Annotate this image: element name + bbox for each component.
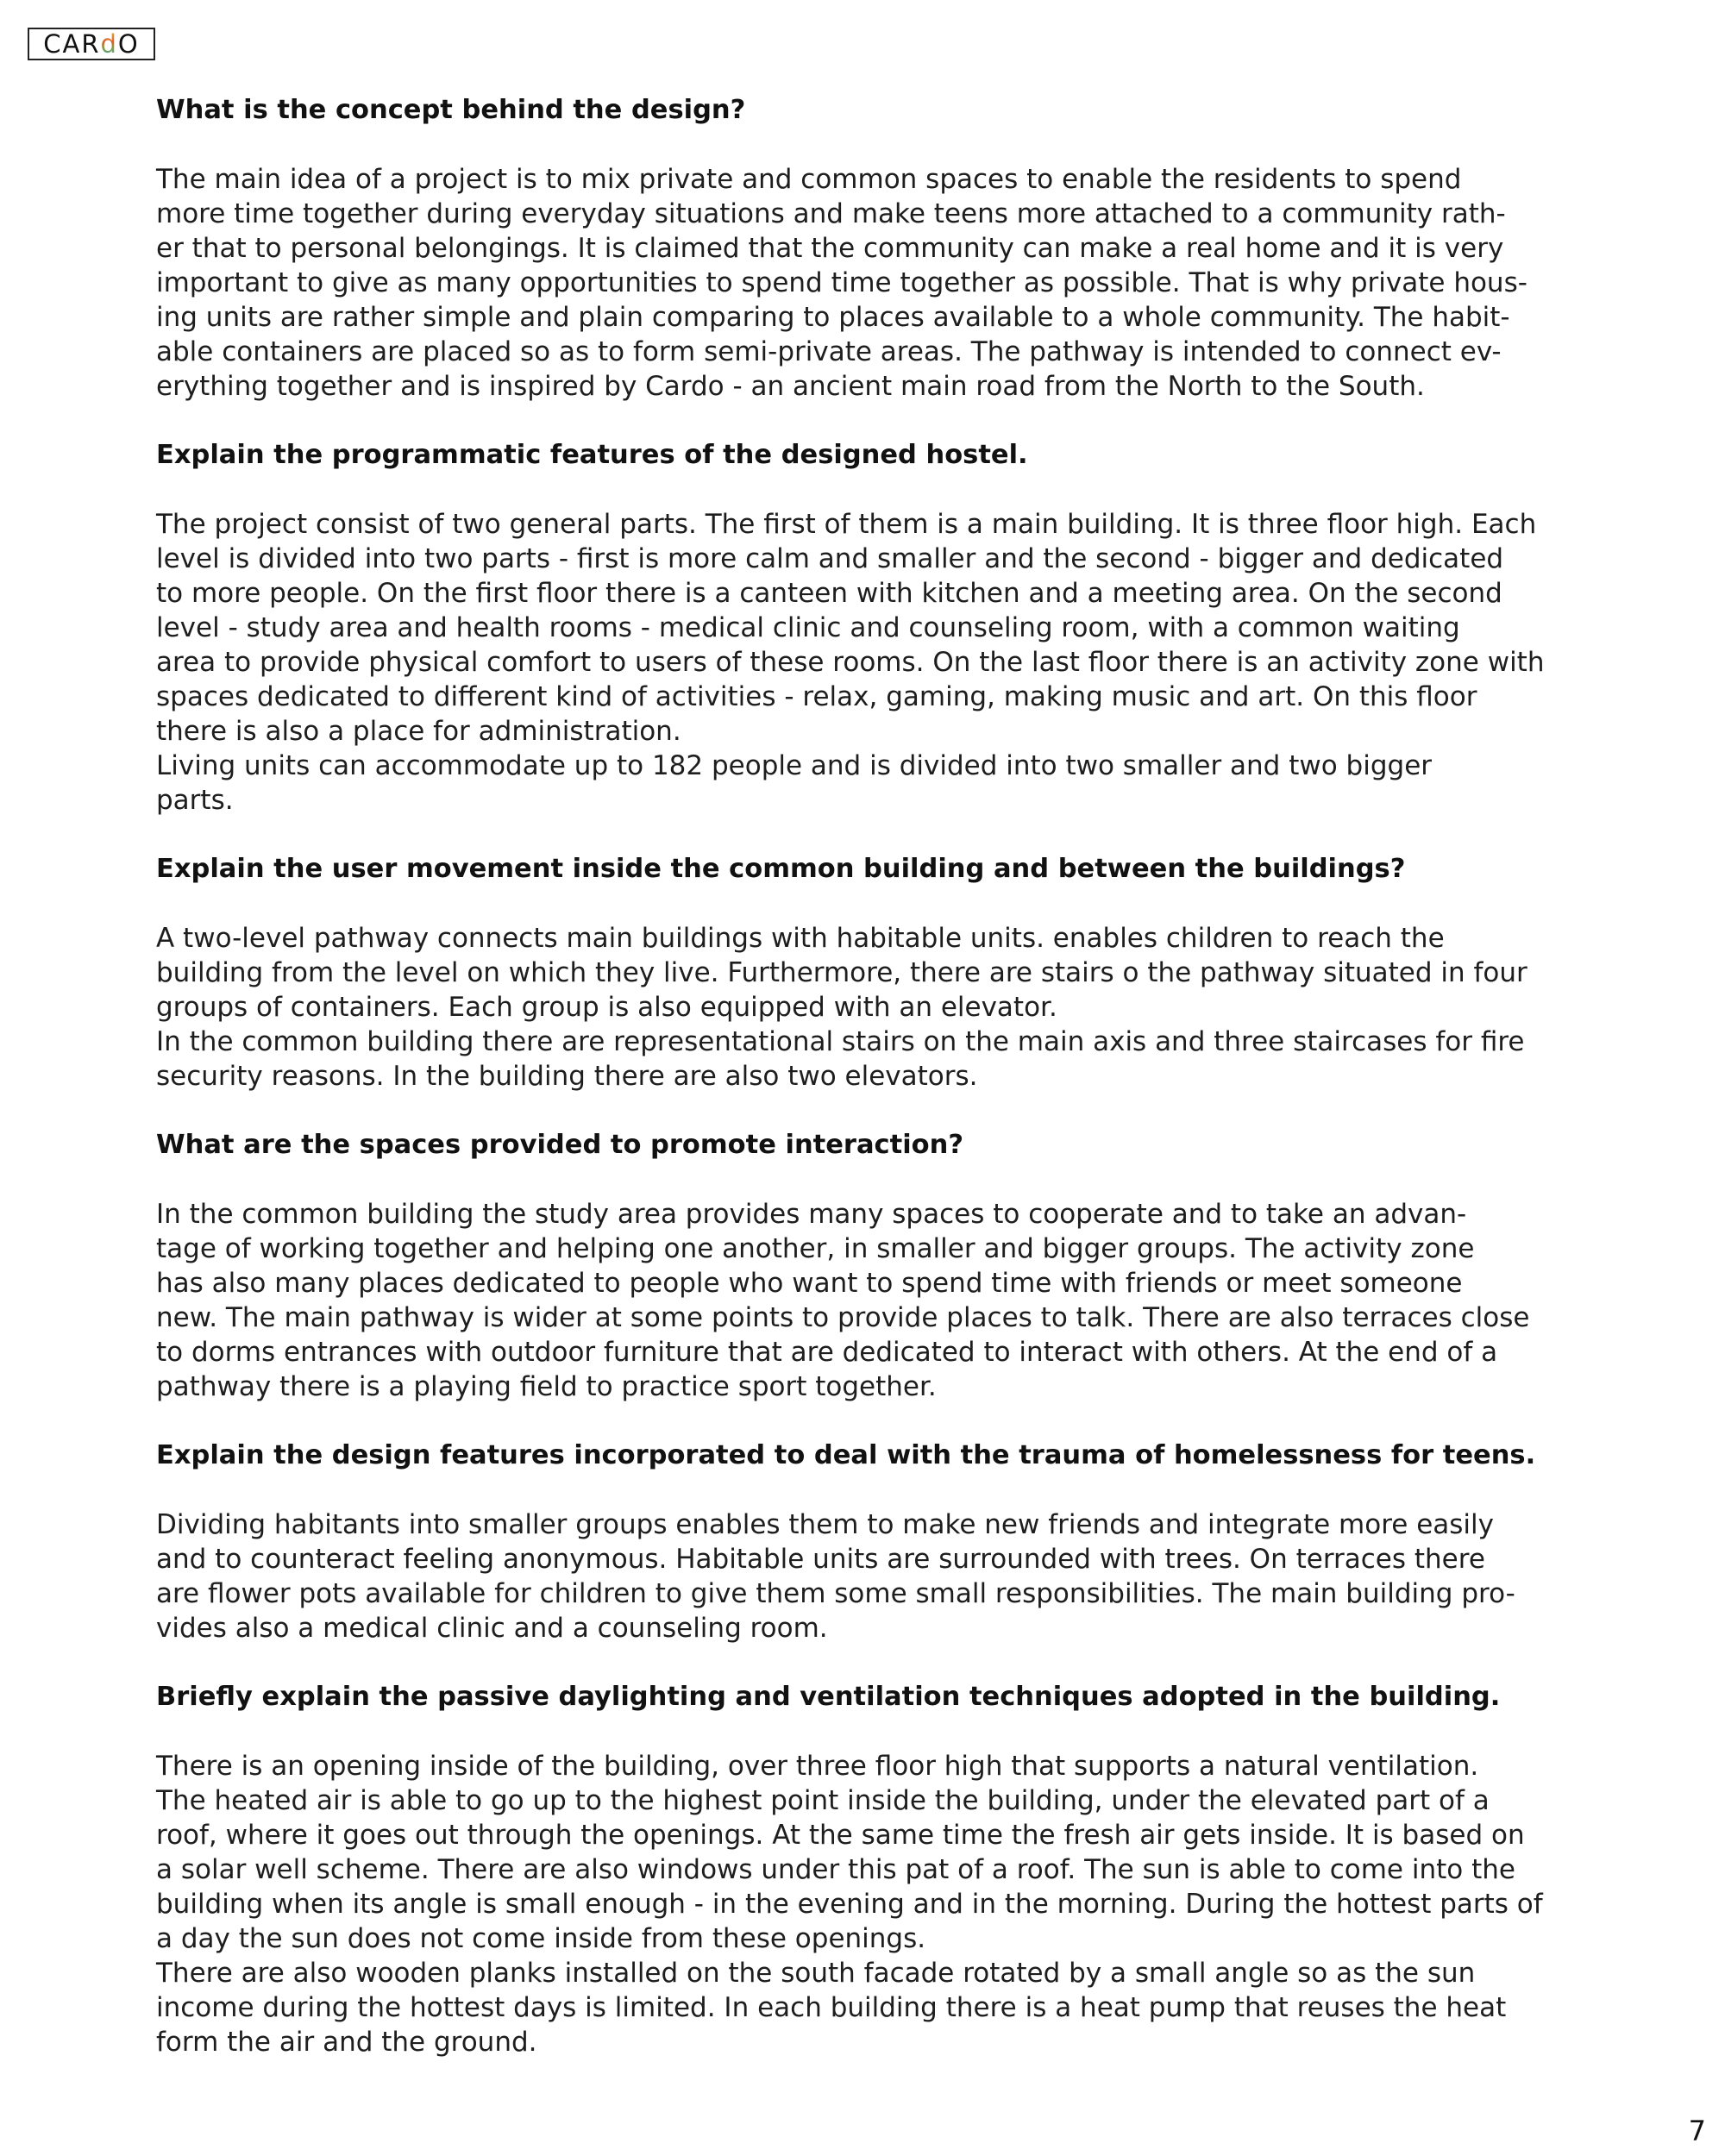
paragraph-line: form the air and the ground. bbox=[156, 2027, 537, 2058]
section-question: Explain the design features incorporated to deal with the trauma of homelessness for teens. bbox=[156, 1440, 1536, 1470]
section-question: Explain the programmatic features of the designed hostel. bbox=[156, 440, 1028, 470]
section-question: What are the spaces provided to promote interaction? bbox=[156, 1130, 964, 1160]
paragraph-line: groups of containers. Each group is also equipped with an elevator. bbox=[156, 992, 1057, 1023]
section-paragraph bbox=[156, 507, 1571, 818]
section-paragraph bbox=[156, 162, 1571, 404]
section-question: Briefly explain the passive daylighting and ventilation techniques adopted in the building. bbox=[156, 1682, 1501, 1712]
paragraph-line: The heated air is able to go up to the highest point inside the building, under the elevated part of a bbox=[156, 1785, 1490, 1816]
paragraph-line: and to counteract feeling anonymous. Habitable units are surrounded with trees. On terraces there bbox=[156, 1544, 1485, 1575]
paragraph-line: vides also a medical clinic and a counseling room. bbox=[156, 1613, 828, 1644]
paragraph-line: to more people. On the first floor there is a canteen with kitchen and a meeting area. On the second bbox=[156, 578, 1502, 609]
paragraph-line: tage of working together and helping one another, in smaller and bigger groups. The activity zone bbox=[156, 1233, 1475, 1264]
paragraph-line: er that to personal belongings. It is claimed that the community can make a real home and it is very bbox=[156, 233, 1504, 264]
paragraph-line: building from the level on which they live. Furthermore, there are stairs o the pathway situated in four bbox=[156, 957, 1527, 988]
paragraph-line: building when its angle is small enough - in the evening and in the morning. During the hottest parts of bbox=[156, 1889, 1543, 1920]
paragraph-line: The main idea of a project is to mix private and common spaces to enable the residents to spend bbox=[156, 164, 1462, 195]
paragraph-line: Living units can accommodate up to 182 people and is divided into two smaller and two bigger bbox=[156, 750, 1433, 781]
paragraph-line: In the common building there are representational stairs on the main axis and three staircases for fire bbox=[156, 1026, 1525, 1057]
paragraph-line: A two-level pathway connects main buildings with habitable units. enables children to reach the bbox=[156, 923, 1445, 954]
paragraph-line: pathway there is a playing field to practice sport together. bbox=[156, 1371, 937, 1402]
paragraph-line: level is divided into two parts - first is more calm and smaller and the second - bigger and dedicated bbox=[156, 543, 1504, 574]
paragraph-line: level - study area and health rooms - medical clinic and counseling room, with a common waiting bbox=[156, 612, 1460, 643]
paragraph-line: The project consist of two general parts. The first of them is a main building. It is three floor high. Each bbox=[156, 509, 1537, 540]
paragraph-line: has also many places dedicated to people who want to spend time with friends or meet someone bbox=[156, 1268, 1463, 1299]
section-paragraph bbox=[156, 1749, 1571, 2059]
paragraph-line: area to provide physical comfort to users of these rooms. On the last floor there is an activity zone with bbox=[156, 647, 1545, 678]
section-spacer bbox=[156, 1645, 1571, 1680]
section-paragraph bbox=[156, 1197, 1571, 1404]
paragraph-line: new. The main pathway is wider at some points to provide places to talk. There are also terraces close bbox=[156, 1302, 1530, 1333]
paragraph-line: there is also a place for administration. bbox=[156, 716, 681, 747]
paragraph-line: erything together and is inspired by Cardo - an ancient main road from the North to the South. bbox=[156, 371, 1425, 402]
section-spacer bbox=[156, 818, 1571, 852]
paragraph-line: more time together during everyday situations and make teens more attached to a community rath- bbox=[156, 198, 1506, 229]
cardo-logo bbox=[28, 28, 155, 60]
paragraph-line: a solar well scheme. There are also windows under this pat of a roof. The sun is able to come into the bbox=[156, 1854, 1515, 1885]
logo-text-start: CAR bbox=[43, 28, 101, 59]
section-question: Explain the user movement inside the common building and between the buildings? bbox=[156, 854, 1406, 884]
paragraph-line: are flower pots available for children to give them some small responsibilities. The main building pro- bbox=[156, 1578, 1515, 1609]
paragraph-line: security reasons. In the building there are also two elevators. bbox=[156, 1061, 978, 1092]
paragraph-line: to dorms entrances with outdoor furniture that are dedicated to interact with others. At the end of a bbox=[156, 1337, 1498, 1368]
section-spacer bbox=[156, 1404, 1571, 1438]
paragraph-line: There are also wooden planks installed on the south facade rotated by a small angle so as the sun bbox=[156, 1958, 1476, 1989]
section-paragraph bbox=[156, 1507, 1571, 1645]
paragraph-line: able containers are placed so as to form semi-private areas. The pathway is intended to connect ev- bbox=[156, 336, 1502, 367]
page-number: 7 bbox=[1688, 2115, 1706, 2147]
paragraph-line: roof, where it goes out through the openings. At the same time the fresh air gets inside. It is based on bbox=[156, 1820, 1525, 1851]
logo-mark: d bbox=[100, 28, 118, 59]
paragraph-line: Dividing habitants into smaller groups enables them to make new friends and integrate more easily bbox=[156, 1509, 1494, 1540]
document-body bbox=[156, 93, 1571, 2059]
paragraph-line: important to give as many opportunities to spend time together as possible. That is why private hous- bbox=[156, 267, 1527, 298]
paragraph-line: a day the sun does not come inside from these openings. bbox=[156, 1923, 926, 1954]
section-paragraph bbox=[156, 921, 1571, 1094]
paragraph-line: income during the hottest days is limited. In each building there is a heat pump that reuses the heat bbox=[156, 1992, 1507, 2023]
section-spacer bbox=[156, 404, 1571, 438]
section-spacer bbox=[156, 1094, 1571, 1128]
paragraph-line: ing units are rather simple and plain comparing to places available to a whole community. The habit- bbox=[156, 302, 1510, 333]
paragraph-line: spaces dedicated to different kind of activities - relax, gaming, making music and art. On this floor bbox=[156, 681, 1477, 712]
paragraph-line: parts. bbox=[156, 785, 234, 816]
logo-text-end: O bbox=[117, 28, 140, 59]
paragraph-line: There is an opening inside of the building, over three floor high that supports a natural ventilation. bbox=[156, 1751, 1479, 1782]
paragraph-line: In the common building the study area provides many spaces to cooperate and to take an advan- bbox=[156, 1199, 1467, 1230]
section-question: What is the concept behind the design? bbox=[156, 95, 746, 125]
